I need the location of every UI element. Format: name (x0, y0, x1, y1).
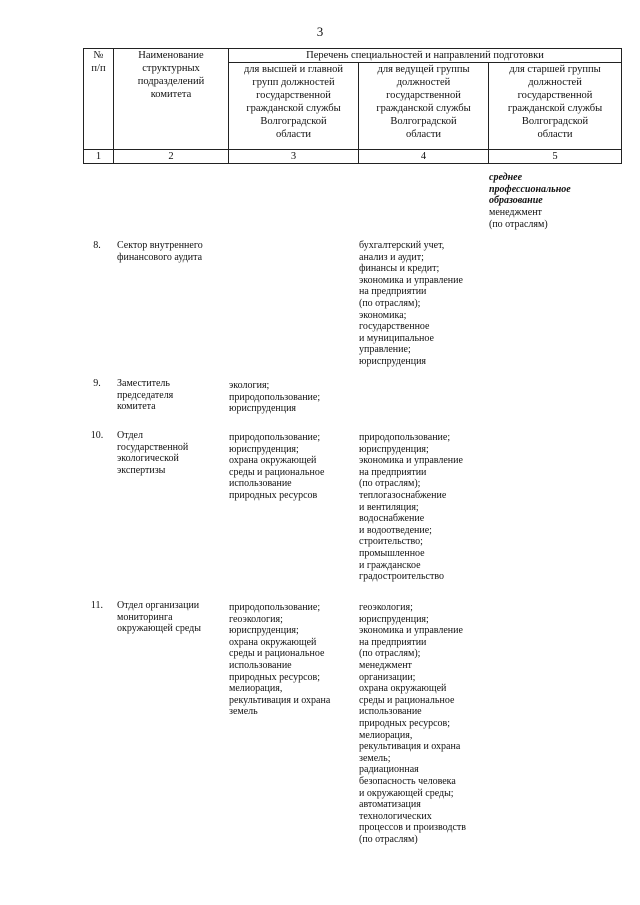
continuation-text: менеджмент (по отраслям) (489, 207, 548, 230)
header-unit-name-column: Наименование структурных подразделений комитета (114, 49, 229, 150)
row-9-number: 9. (93, 378, 101, 389)
header-number-column: № п/п (84, 49, 114, 150)
column-number-4: 4 (359, 150, 489, 164)
row-10-col3-specialties: природопользование; юриспруденция; охрана окружающей среды и рациональное использование природных ресурсов (229, 432, 325, 501)
header-col-higher-group: для высшей и главной групп должностей государственной гражданской службы Волгоградской области (229, 63, 359, 150)
row-8-col4-specialties: бухгалтерский учет, анализ и аудит; финансы и кредит; экономика и управление на предприятии (по отраслям); экономика; государственное и муниципальное управление; юриспруденция (359, 240, 463, 367)
row-11-unit-name: Отдел организации мониторинга окружающей среды (117, 600, 201, 635)
column-number-1: 1 (84, 150, 114, 164)
page-number: 3 (316, 24, 324, 39)
column-number-5: 5 (489, 150, 622, 164)
row-9-col3-specialties: экология; природопользование; юриспруденция (229, 380, 321, 415)
row-10-number: 10. (90, 430, 104, 441)
row-10-col4-specialties: природопользование; юриспруденция; экономика и управление на предприятии (по отраслям); теплогазоснабжение и вентиляция; водоснабжение и водоотведение; строительство; промышленное и гражданское градостроительство (359, 432, 463, 583)
header-col-leading-group: для ведущей группы должностей государственной гражданской службы Волгоградской области (359, 63, 489, 150)
column-number-3: 3 (229, 150, 359, 164)
continuation-heading: среднее профессиональное образование (489, 172, 571, 207)
row-8-number: 8. (93, 240, 101, 251)
row-11-col3-specialties: природопользование; геоэкология; юриспруденция; охрана окружающей среды и рациональное использование природных ресурсов; мелиорация, рекультивация и охрана земель (229, 602, 331, 718)
header-group-title: Перечень специальностей и направлений подготовки (229, 49, 622, 63)
column-number-2: 2 (114, 150, 229, 164)
row-11-number: 11. (90, 600, 104, 611)
row-8-unit-name: Сектор внутреннего финансового аудита (117, 240, 203, 263)
row-9-unit-name: Заместитель председателя комитета (117, 378, 174, 413)
row-10-unit-name: Отдел государственной экологической экспертизы (117, 430, 189, 476)
header-col-senior-group: для старшей группы должностей государственной гражданской службы Волгоградской области (489, 63, 622, 150)
row-11-col4-specialties: геоэкология; юриспруденция; экономика и управление на предприятии (по отраслям); менеджмент организации; охрана окружающей среды и рациональное использование природных ресурсов; мелиорация, рекультивация и охрана земель; радиационная безопасность человека и окружающей среды; автоматизация технологических процессов и производств (по отраслям) (359, 602, 466, 845)
table-header (83, 48, 622, 164)
